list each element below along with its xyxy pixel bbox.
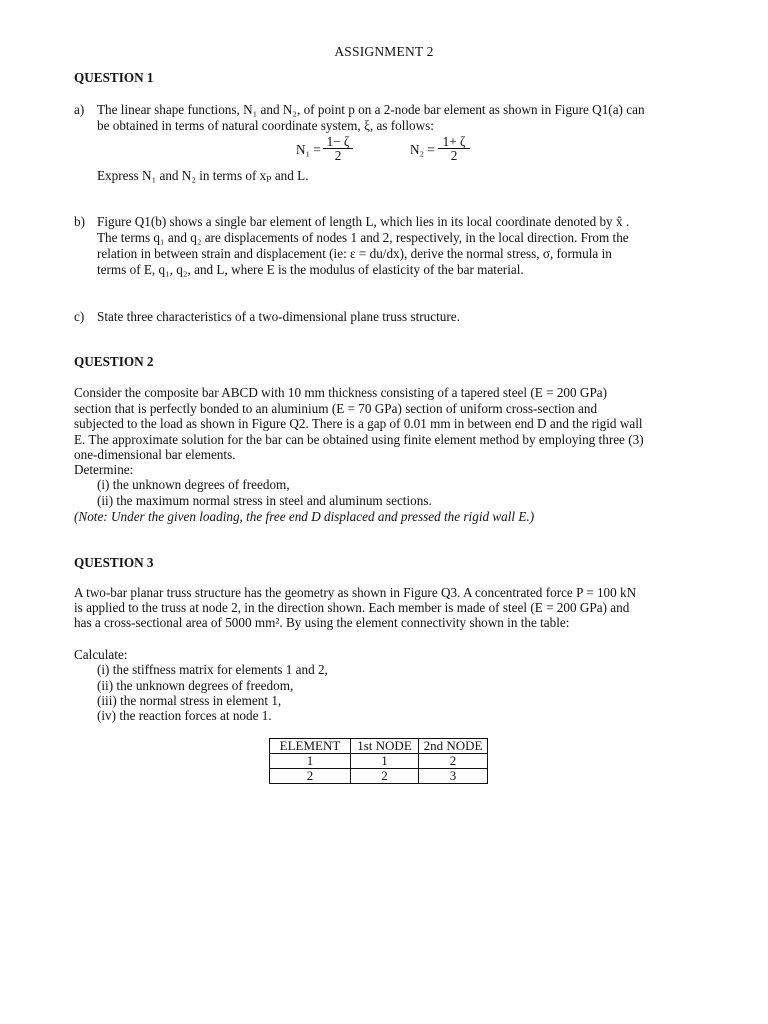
table-cell: 3 xyxy=(419,769,488,784)
q2-line-5: one-dimensional bar elements. xyxy=(74,447,236,462)
question-3-heading: QUESTION 3 xyxy=(74,555,154,570)
q2-item-2: (ii) the maximum normal stress in steel and aluminum sections. xyxy=(97,493,432,508)
q2-note: (Note: Under the given loading, the free end D displaced and pressed the rigid wall E.) xyxy=(74,509,535,524)
q3-line-2: is applied to the truss at node 2, in the direction shown. Each member is made of steel (E = 200 GPa) and xyxy=(74,600,630,615)
q3-item-2: (ii) the unknown degrees of freedom, xyxy=(97,678,294,693)
table-header-cell: ELEMENT xyxy=(270,739,351,754)
n1-fraction xyxy=(323,135,353,162)
q1b-line-3: relation in between strain and displacement (ie: ε = du/dx), derive the normal stress, σ, formula in xyxy=(97,246,612,261)
n1-lhs: N₁ = xyxy=(296,142,321,157)
q2-item-1: (i) the unknown degrees of freedom, xyxy=(97,477,290,492)
q3-item-3: (iii) the normal stress in element 1, xyxy=(97,693,282,708)
n2-numerator: 1+ ζ xyxy=(438,135,470,149)
q2-line-1: Consider the composite bar ABCD with 10 mm thickness consisting of a tapered steel (E = 200 GPa) xyxy=(74,385,608,400)
q1a-express: Express N₁ and N₂ in terms of xₚ and L. xyxy=(97,168,309,183)
table-cell: 2 xyxy=(419,754,488,769)
q3-item-4: (iv) the reaction forces at node 1. xyxy=(97,708,272,723)
q3-line-1: A two-bar planar truss structure has the geometry as shown in Figure Q3. A concentrated force P = 100 kN xyxy=(74,585,637,600)
n2-fraction xyxy=(438,135,470,162)
q1a-line-2: be obtained in terms of natural coordinate system, ξ, as follows: xyxy=(97,118,434,133)
table-cell: 2 xyxy=(270,769,351,784)
table-cell: 2 xyxy=(351,769,419,784)
q3-calculate: Calculate: xyxy=(74,647,128,662)
question-2-heading: QUESTION 2 xyxy=(74,354,154,369)
table-cell: 1 xyxy=(270,754,351,769)
n2-lhs: N₂ = xyxy=(410,142,435,157)
table-header-cell: 1st NODE xyxy=(351,739,419,754)
q3-line-3: has a cross-sectional area of 5000 mm². By using the element connectivity shown in the table: xyxy=(74,615,570,630)
q1c-label: c) xyxy=(74,309,85,324)
q2-line-3: subjected to the load as shown in Figure Q2. There is a gap of 0.01 mm in between end D and the rigid wall xyxy=(74,416,643,431)
q2-determine: Determine: xyxy=(74,462,134,477)
table-row xyxy=(270,754,488,769)
element-connectivity-table xyxy=(269,738,488,784)
q1a-line-1: The linear shape functions, N₁ and N₂, of point p on a 2-node bar element as shown in Figure Q1(a) can xyxy=(97,102,645,117)
q1b-label: b) xyxy=(74,214,85,229)
table-cell: 1 xyxy=(351,754,419,769)
q1a-label: a) xyxy=(74,102,85,117)
q1b-line-1: Figure Q1(b) shows a single bar element of length L, which lies in its local coordinate denoted by x̂ . xyxy=(97,214,630,229)
n1-denominator: 2 xyxy=(334,148,342,163)
q1c-text: State three characteristics of a two-dimensional plane truss structure. xyxy=(97,309,460,324)
table-header-cell: 2nd NODE xyxy=(419,739,488,754)
table-header-row xyxy=(270,739,488,754)
q1b-line-4: terms of E, q₁, q₂, and L, where E is the modulus of elasticity of the bar material. xyxy=(97,262,524,277)
q2-line-2: section that is perfectly bonded to an aluminium (E = 70 GPa) section of uniform cross-section and xyxy=(74,401,598,416)
document-title: ASSIGNMENT 2 xyxy=(334,44,434,59)
table-row xyxy=(270,769,488,784)
question-1-heading: QUESTION 1 xyxy=(74,70,154,85)
q1b-line-2: The terms q₁ and q₂ are displacements of nodes 1 and 2, respectively, in the local direction. From the xyxy=(97,230,629,245)
n1-numerator: 1− ζ xyxy=(323,135,353,149)
q2-line-4: E. The approximate solution for the bar can be obtained using finite element method by employing three (3) xyxy=(74,432,644,447)
q3-item-1: (i) the stiffness matrix for elements 1 and 2, xyxy=(97,662,328,677)
n2-denominator: 2 xyxy=(450,148,458,163)
